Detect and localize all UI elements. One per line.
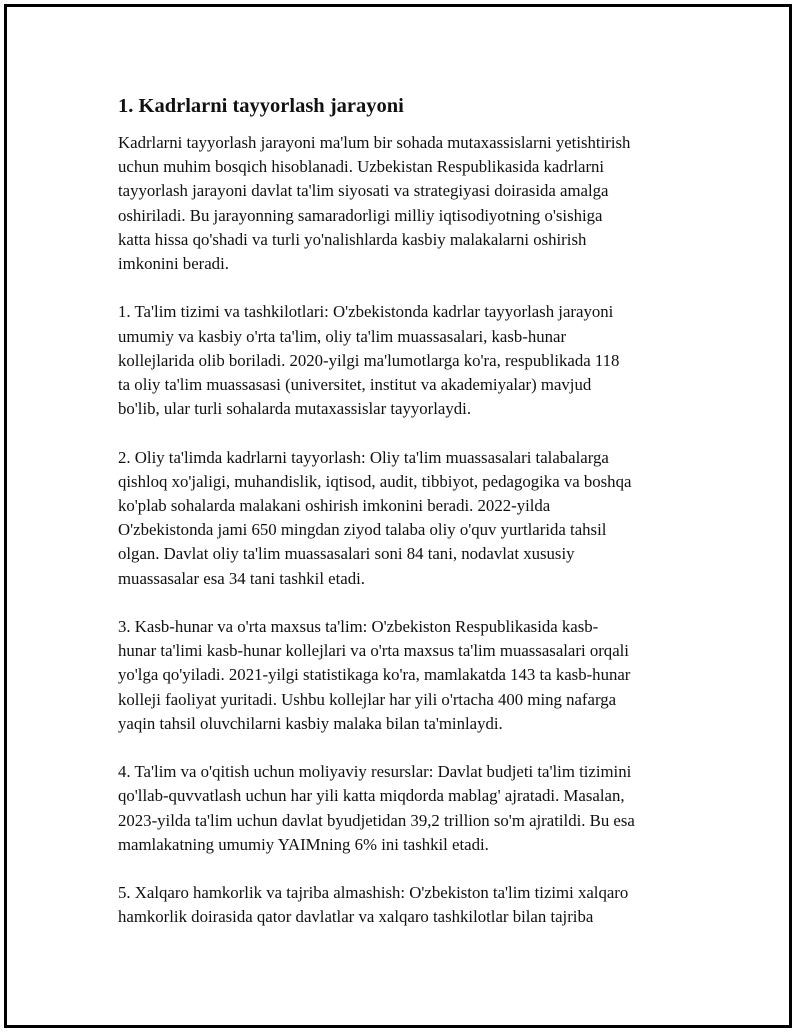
text-line: katta hissa qo'shadi va turli yo'nalishlarda kasbiy malakalarni oshirish [118,229,587,249]
paragraph-vocational-education [118,615,698,736]
text-line: kolleji faoliyat yuritadi. Ushbu kollejlar har yili o'rtacha 400 ming nafarga [118,689,617,709]
text-line: imkonini beradi. [118,254,229,274]
section-heading: 1. Kadrlarni tayyorlash jarayoni [118,95,404,117]
text-line: 4. Ta'lim va o'qitish uchun moliyaviy resurslar: Davlat budjeti ta'lim tizimini [118,762,632,782]
text-line: yo'lga qo'yiladi. 2021-yilgi statistikaga ko'ra, mamlakatda 143 ta kasb-hunar [118,665,631,685]
text-line: O'zbekistonda jami 650 mingdan ziyod talaba oliy o'quv yurtlarida tahsil [118,520,607,540]
paragraph-higher-education [118,446,698,591]
text-line: olgan. Davlat oliy ta'lim muassasalari soni 84 tani, nodavlat xususiy [118,544,575,564]
text-line: kollejlarida olib boriladi. 2020-yilgi ma'lumotlarga ko'ra, respublikada 118 [118,350,620,370]
text-line: mamlakatning umumiy YAIMning 6% ini tashkil etadi. [118,834,489,854]
text-line: ko'plab sohalarda malakani oshirish imkonini beradi. 2022-yilda [118,496,551,516]
text-line: oshiriladi. Bu jarayonning samaradorligi milliy iqtisodiyotning o'sishiga [118,205,603,225]
text-line: uchun muhim bosqich hisoblanadi. Uzbekistan Respublikasida kadrlarni [118,157,605,177]
intro-paragraph [118,131,698,276]
text-line: qishloq xo'jaligi, muhandislik, iqtisod, audit, tibbiyot, pedagogika va boshqa [118,471,632,491]
text-line: hunar ta'limi kasb-hunar kollejlari va o'rta maxsus ta'lim muassasalari orqali [118,641,629,661]
paragraph-education-system [118,300,698,421]
text-line: 5. Xalqaro hamkorlik va tajriba almashish: O'zbekiston ta'lim tizimi xalqaro [118,883,629,903]
text-line: muassasalar esa 34 tani tashkil etadi. [118,568,365,588]
text-line: qo'llab-quvvatlash uchun har yili katta miqdorda mablag' ajratadi. Masalan, [118,786,625,806]
text-line: umumiy va kasbiy o'rta ta'lim, oliy ta'lim muassasalari, kasb-hunar [118,326,567,346]
text-line: hamkorlik doirasida qator davlatlar va xalqaro tashkilotlar bilan tajriba [118,907,594,927]
text-line: ta oliy ta'lim muassasasi (universitet, institut va akademiyalar) mavjud [118,375,592,395]
text-line: bo'lib, ular turli sohalarda mutaxassislar tayyorlaydi. [118,399,472,419]
text-line: yaqin tahsil oluvchilarni kasbiy malaka bilan ta'minlaydi. [118,713,503,733]
text-line: 2023-yilda ta'lim uchun davlat byudjetidan 39,2 trillion so'm ajratildi. Bu esa [118,810,635,830]
paragraph-financial-resources [118,760,698,857]
text-line: Kadrlarni tayyorlash jarayoni ma'lum bir sohada mutaxassislarni yetishtirish [118,133,631,152]
text-line: 2. Oliy ta'limda kadrlarni tayyorlash: Oliy ta'lim muassasalari talabalarga [118,447,609,467]
paragraph-international-cooperation [118,881,698,929]
text-line: 3. Kasb-hunar va o'rta maxsus ta'lim: O'zbekiston Respublikasida kasb- [118,617,599,637]
text-line: tayyorlash jarayoni davlat ta'lim siyosati va strategiyasi doirasida amalga [118,181,609,201]
document-body [118,92,698,954]
text-line: 1. Ta'lim tizimi va tashkilotlari: O'zbekistonda kadrlar tayyorlash jarayoni [118,302,614,322]
